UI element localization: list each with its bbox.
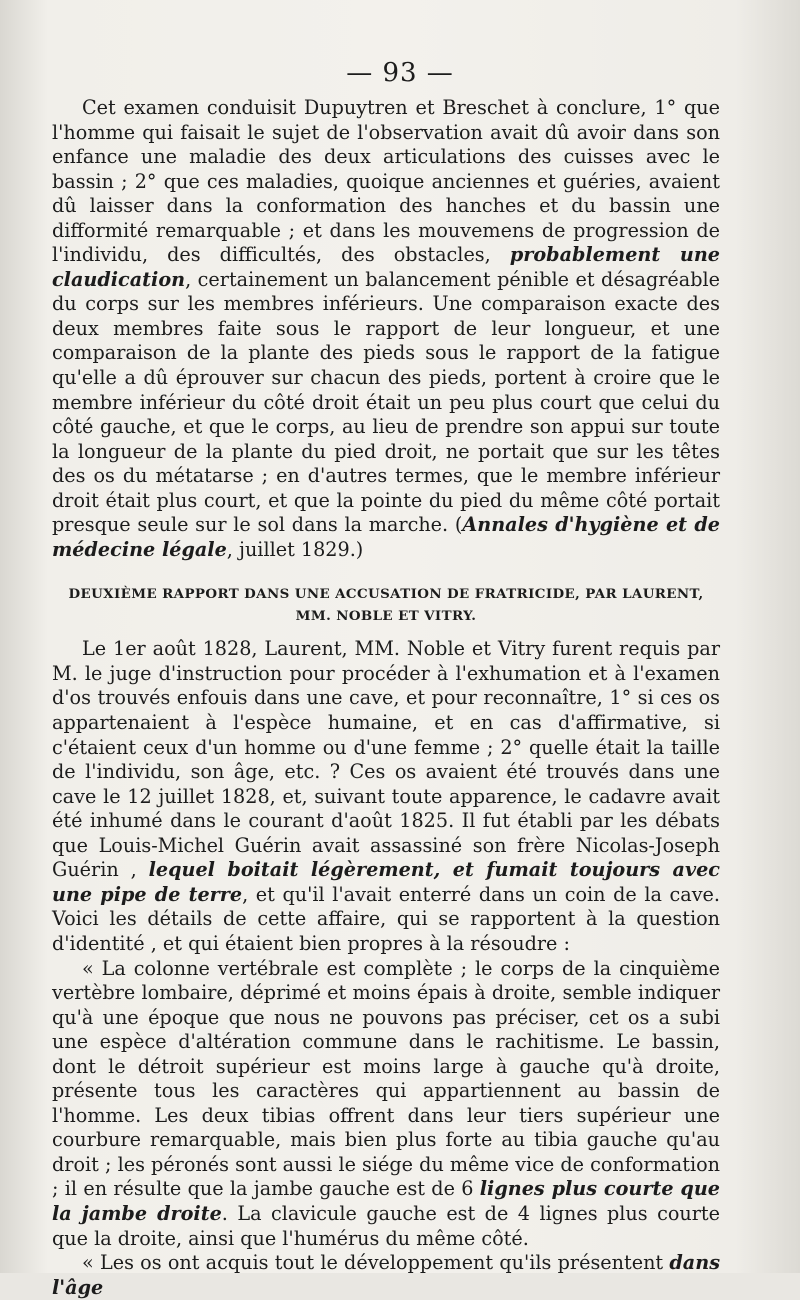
paragraph-text: Le 1er août 1828, Laurent, MM. Noble et Vitry furent requis par M. le juge d'instruction pour procéder à l'exhumation et à l'examen d'os trouvés enfouis dans une cave, et pour reconnaître, 1° si ces os appartenaient à l'espèce humaine, et en cas d'affirmative, si c'étaient ceux d'un homme ou d'une femme ; 2° quelle était la taille de l'individu, son âge, etc. ? Ces os avaient été trouvés dans une cave le 12 juillet 1828, et, suivant toute apparence, le cadavre avait été inhumé dans le courant d'août 1825. Il fut établi par les débats que Louis-Michel Guérin avait assassiné son frère Nicolas-Joseph Guérin , <box>52 637 720 882</box>
paragraph-text: « Les os ont acquis tout le développement qu'ils présentent <box>82 1251 670 1275</box>
section-heading-line-1: DEUXIÈME RAPPORT DANS UNE ACCUSATION DE FRATRICIDE, PAR LAURENT, <box>68 586 704 603</box>
italic-text: probablement une claudication <box>52 243 720 291</box>
page-number: — 93 — <box>346 58 454 88</box>
paragraph-text: Cet examen conduisit Dupuytren et Breschet à conclure, 1° que l'homme qui faisait le sujet de l'observation avait dû avoir dans son enfance une maladie des deux articulations des cuisses avec le bassin ; 2° que ces maladies, quoique anciennes et guéries, avaient dû laisser dans la conformation des hanches et du bassin une difformité remarquable ; et dans les mouvemens de progression de l'individu, des difficultés, des obstacles, <box>52 96 720 267</box>
section-heading-line-2: MM. NOBLE ET VITRY. <box>295 608 477 625</box>
journal-citation: Annales d'hygiène et de médecine légale <box>52 513 720 561</box>
paragraph-examen <box>52 96 720 562</box>
paragraph-text: , certainement un balancement pénible et désagréable du corps sur les membres inférieurs. Une comparaison exacte des deux membres faite sous le rapport de leur longueur, et une comparaison de la plante des pieds sous le rapport de la fatigue qu'elle a dû éprouver sur chacun des pieds, portent à croire que le membre inférieur du côté droit était un peu plus court que celui du côté gauche, et que le corps, au lieu de prendre son appui sur toute la longueur de la plante du pied droit, ne portait que sur les têtes des os du métatarse ; en d'autres termes, que le membre inférieur droit était plus court, et que la pointe du pied du même côté portait presque seule sur le sol dans la marche. ( <box>52 267 720 537</box>
italic-text: lignes plus courte que la jambe droite <box>52 1177 720 1225</box>
section-heading <box>52 583 720 627</box>
paragraph-text: . La clavicule gauche est de 4 lignes plus courte que la droite, ainsi que l'humérus du même côté. <box>52 1201 720 1250</box>
paragraph-text: « La colonne vertébrale est complète ; le corps de la cinquième vertèbre lombaire, déprimé et moins épais à droite, semble indiquer qu'à une époque que nous ne pouvons pas préciser, cet os a subi une espèce d'altération commune dans le rachitisme. Le bassin, dont le détroit supérieur est moins large à gauche qu'à droite, présente tous les caractères qui appartiennent au bassin de l'homme. Les deux tibias offrent dans leur tiers supérieur une courbure remarquable, mais bien plus forte au tibia gauche qu'au droit ; les péronés sont aussi le siége du même vice de conformation ; il en résulte que la jambe gauche est de 6 <box>52 956 720 1201</box>
paragraph-colonne <box>52 957 720 1252</box>
page-body <box>52 96 720 1300</box>
italic-text: dans l'âge <box>52 1251 720 1299</box>
paragraph-exhumation <box>52 637 720 956</box>
paragraph-os <box>52 1251 720 1300</box>
paragraph-text: , et qu'il l'avait enterré dans un coin de la cave. Voici les détails de cette affaire, qui se rapportent à la question d'identité , et qui étaient bien propres à la résoudre : <box>52 882 720 955</box>
paragraph-text: , juillet 1829.) <box>226 537 364 561</box>
italic-text: lequel boitait légèrement, et fumait toujours avec une pipe de terre <box>52 858 720 906</box>
